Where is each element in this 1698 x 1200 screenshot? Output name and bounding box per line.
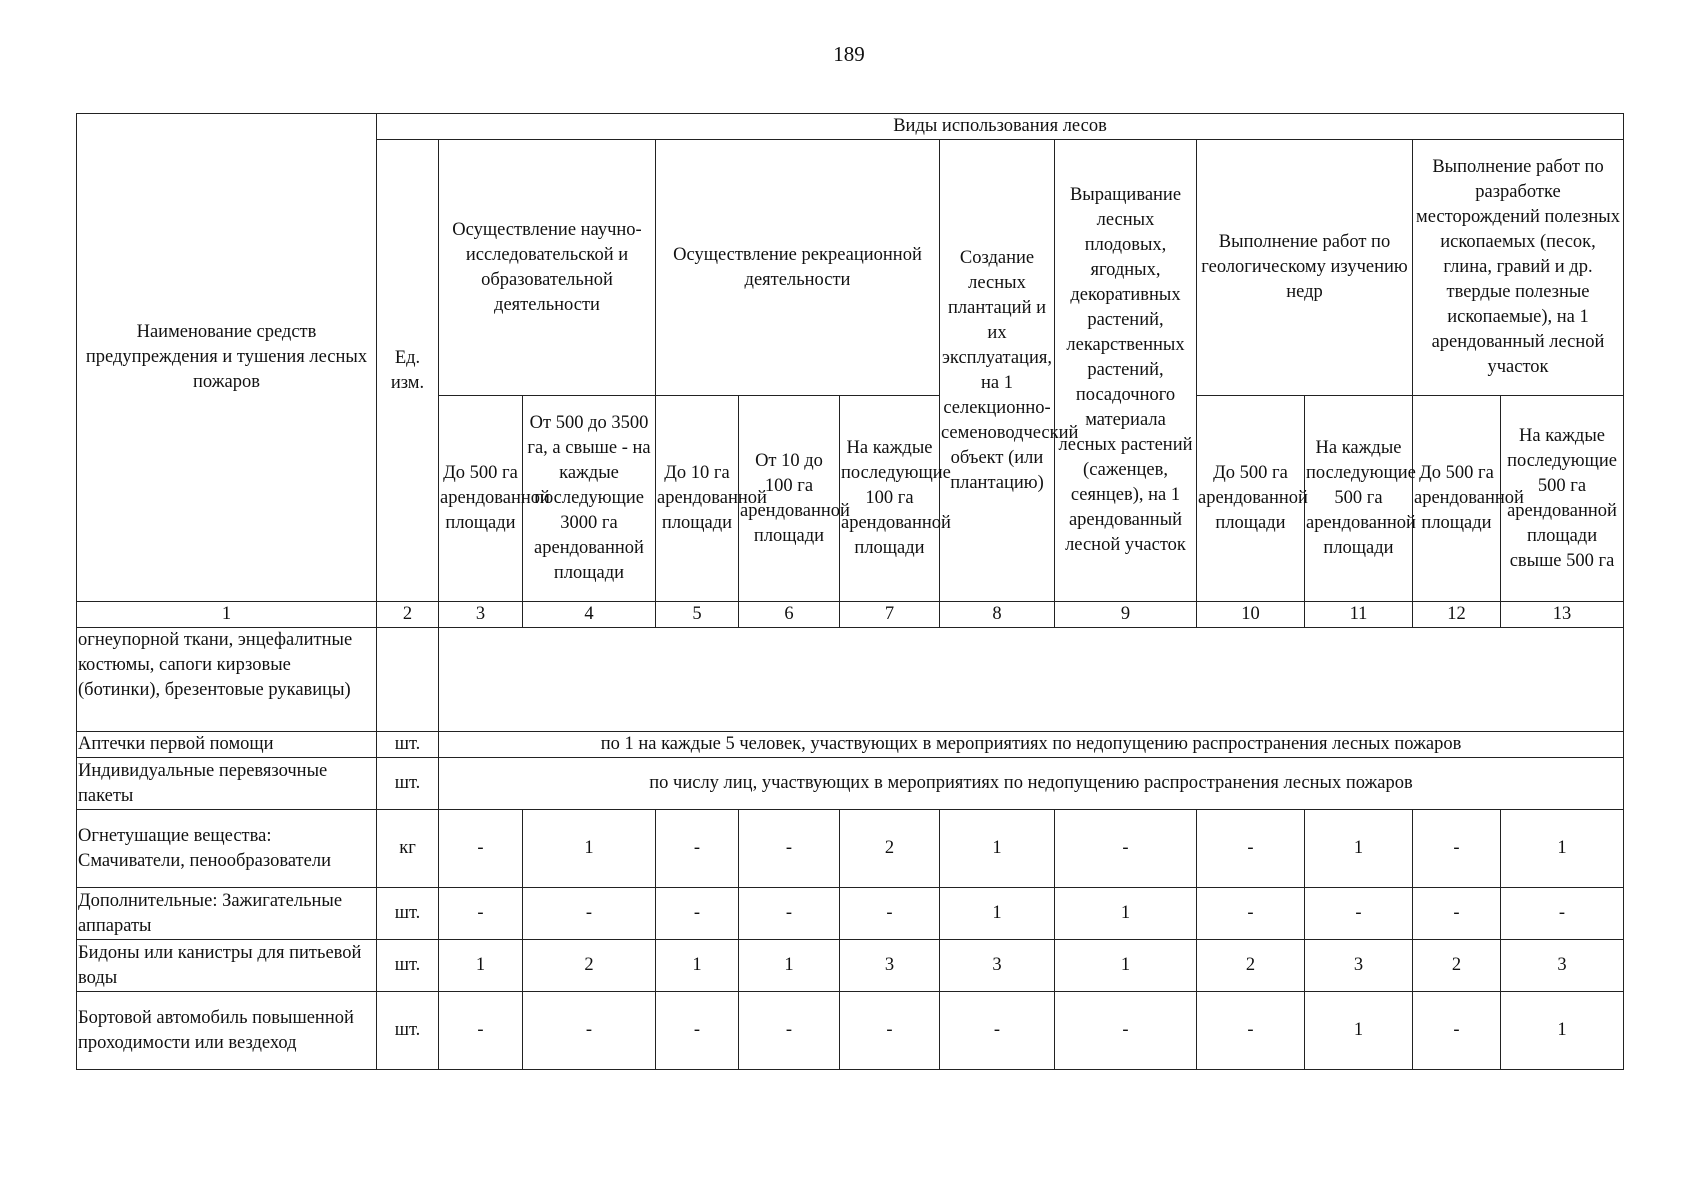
table-cell: 3 [1501, 940, 1624, 992]
column-number: 3 [439, 602, 523, 628]
table-cell: - [439, 888, 523, 940]
table-cell: - [1197, 992, 1305, 1070]
column-number: 6 [739, 602, 840, 628]
row-unit: шт. [377, 992, 439, 1070]
table-cell: - [439, 992, 523, 1070]
row-span-value [439, 628, 1624, 732]
table-cell: - [739, 992, 840, 1070]
row-name: Бортовой автомобиль повышенной проходимости или вездеход [77, 992, 377, 1070]
table-cell: 2 [523, 940, 656, 992]
column-number: 8 [940, 602, 1055, 628]
table-cell: 2 [840, 810, 940, 888]
column-number: 4 [523, 602, 656, 628]
header-group-plantations: Создание лесных плантаций и их эксплуатация, на 1 селекционно-семеноводческий объект (или плантацию) [940, 140, 1055, 602]
header-subcol-6: От 10 до 100 га арендованной площади [739, 396, 840, 602]
row-name: огнеупорной ткани, энцефалитные костюмы, сапоги кирзовые (ботинки), брезентовые рукавицы) [77, 628, 377, 732]
table-cell: 1 [1055, 888, 1197, 940]
table-cell: - [1055, 992, 1197, 1070]
table-cell: 1 [656, 940, 739, 992]
table-cell: 3 [1305, 940, 1413, 992]
table-cell: - [1197, 888, 1305, 940]
table-row [77, 888, 1624, 940]
row-name: Индивидуальные перевязочные пакеты [77, 758, 377, 810]
row-span-value: по 1 на каждые 5 человек, участвующих в мероприятиях по недопущению распространения лесных пожаров [439, 732, 1624, 758]
row-unit: шт. [377, 888, 439, 940]
table-cell: 1 [439, 940, 523, 992]
table-row [77, 758, 1624, 810]
table-cell: 3 [940, 940, 1055, 992]
table-cell: - [1055, 810, 1197, 888]
table-cell: 1 [1055, 940, 1197, 992]
table-cell: - [656, 810, 739, 888]
table-cell: - [940, 992, 1055, 1070]
table-row [77, 992, 1624, 1070]
table-cell: - [1413, 888, 1501, 940]
table-cell: - [1413, 992, 1501, 1070]
table-cell: 1 [523, 810, 656, 888]
table-cell: - [840, 888, 940, 940]
table-cell: - [523, 992, 656, 1070]
table-row [77, 628, 1624, 732]
header-group-geology: Выполнение работ по геологическому изучению недр [1197, 140, 1413, 396]
header-subcol-3: До 500 га арендованной площади [439, 396, 523, 602]
header-subcol-10: До 500 га арендованной площади [1197, 396, 1305, 602]
row-unit: шт. [377, 940, 439, 992]
header-unit-column: Ед. изм. [377, 140, 439, 602]
column-number: 1 [77, 602, 377, 628]
fire-equipment-table [76, 113, 1624, 1070]
table-cell: - [523, 888, 656, 940]
table-cell: 1 [1305, 810, 1413, 888]
header-subcol-11: На каждые последующие 500 га арендованной площади [1305, 396, 1413, 602]
header-subcol-4: От 500 до 3500 га, а свыше - на каждые последующие 3000 га арендованной площади [523, 396, 656, 602]
row-unit [377, 628, 439, 732]
table-cell: 1 [940, 888, 1055, 940]
row-name: Бидоны или канистры для питьевой воды [77, 940, 377, 992]
table-row [77, 940, 1624, 992]
column-number: 13 [1501, 602, 1624, 628]
table-cell: - [656, 992, 739, 1070]
row-unit: шт. [377, 758, 439, 810]
table-cell: 1 [1501, 992, 1624, 1070]
table-cell: - [439, 810, 523, 888]
row-name: Дополнительные: Зажигательные аппараты [77, 888, 377, 940]
row-name: Аптечки первой помощи [77, 732, 377, 758]
header-subcol-12: До 500 га арендованной площади [1413, 396, 1501, 602]
table-cell: 2 [1413, 940, 1501, 992]
header-subcol-7: На каждые последующие 100 га арендованной площади [840, 396, 940, 602]
column-number: 12 [1413, 602, 1501, 628]
column-number: 9 [1055, 602, 1197, 628]
header-forest-use: Виды использования лесов [377, 114, 1624, 140]
table-cell: 1 [940, 810, 1055, 888]
table-cell: 1 [1305, 992, 1413, 1070]
row-unit: шт. [377, 732, 439, 758]
table-cell: - [656, 888, 739, 940]
header-subcol-13: На каждые последующие 500 га арендованной площади свыше 500 га [1501, 396, 1624, 602]
table-cell: 3 [840, 940, 940, 992]
page-number: 189 [833, 42, 865, 66]
column-number: 5 [656, 602, 739, 628]
table-row [77, 732, 1624, 758]
table-cell: 1 [1501, 810, 1624, 888]
header-group-recreation: Осуществление рекреационной деятельности [656, 140, 940, 396]
table-cell: - [1413, 810, 1501, 888]
column-number: 10 [1197, 602, 1305, 628]
row-name: Огнетушащие вещества: Смачиватели, пенообразователи [77, 810, 377, 888]
table-cell: 2 [1197, 940, 1305, 992]
table-cell: - [840, 992, 940, 1070]
header-group-research: Осуществление научно-исследовательской и образовательной деятельности [439, 140, 656, 396]
table-cell: - [739, 888, 840, 940]
table-cell: - [1501, 888, 1624, 940]
table-row [77, 810, 1624, 888]
column-number: 7 [840, 602, 940, 628]
header-subcol-5: До 10 га арендованной площади [656, 396, 739, 602]
row-span-value: по числу лиц, участвующих в мероприятиях по недопущению распространения лесных пожаров [439, 758, 1624, 810]
table-cell: - [1197, 810, 1305, 888]
header-group-cultivation: Выращивание лесных плодовых, ягодных, декоративных растений, лекарственных растений, посадочного материала лесных растений (саженцев, сеянцев), на 1 арендованный лесной участок [1055, 140, 1197, 602]
header-name-column: Наименование средств предупреждения и тушения лесных пожаров [77, 114, 377, 602]
table-cell: 1 [739, 940, 840, 992]
header-group-mining: Выполнение работ по разработке месторождений полезных ископаемых (песок, глина, гравий и др. твердые полезные ископаемые), на 1 арендованный лесной участок [1413, 140, 1624, 396]
column-number-row [77, 602, 1624, 628]
column-number: 2 [377, 602, 439, 628]
row-unit: кг [377, 810, 439, 888]
table-cell: - [1305, 888, 1413, 940]
table-cell: - [739, 810, 840, 888]
column-number: 11 [1305, 602, 1413, 628]
